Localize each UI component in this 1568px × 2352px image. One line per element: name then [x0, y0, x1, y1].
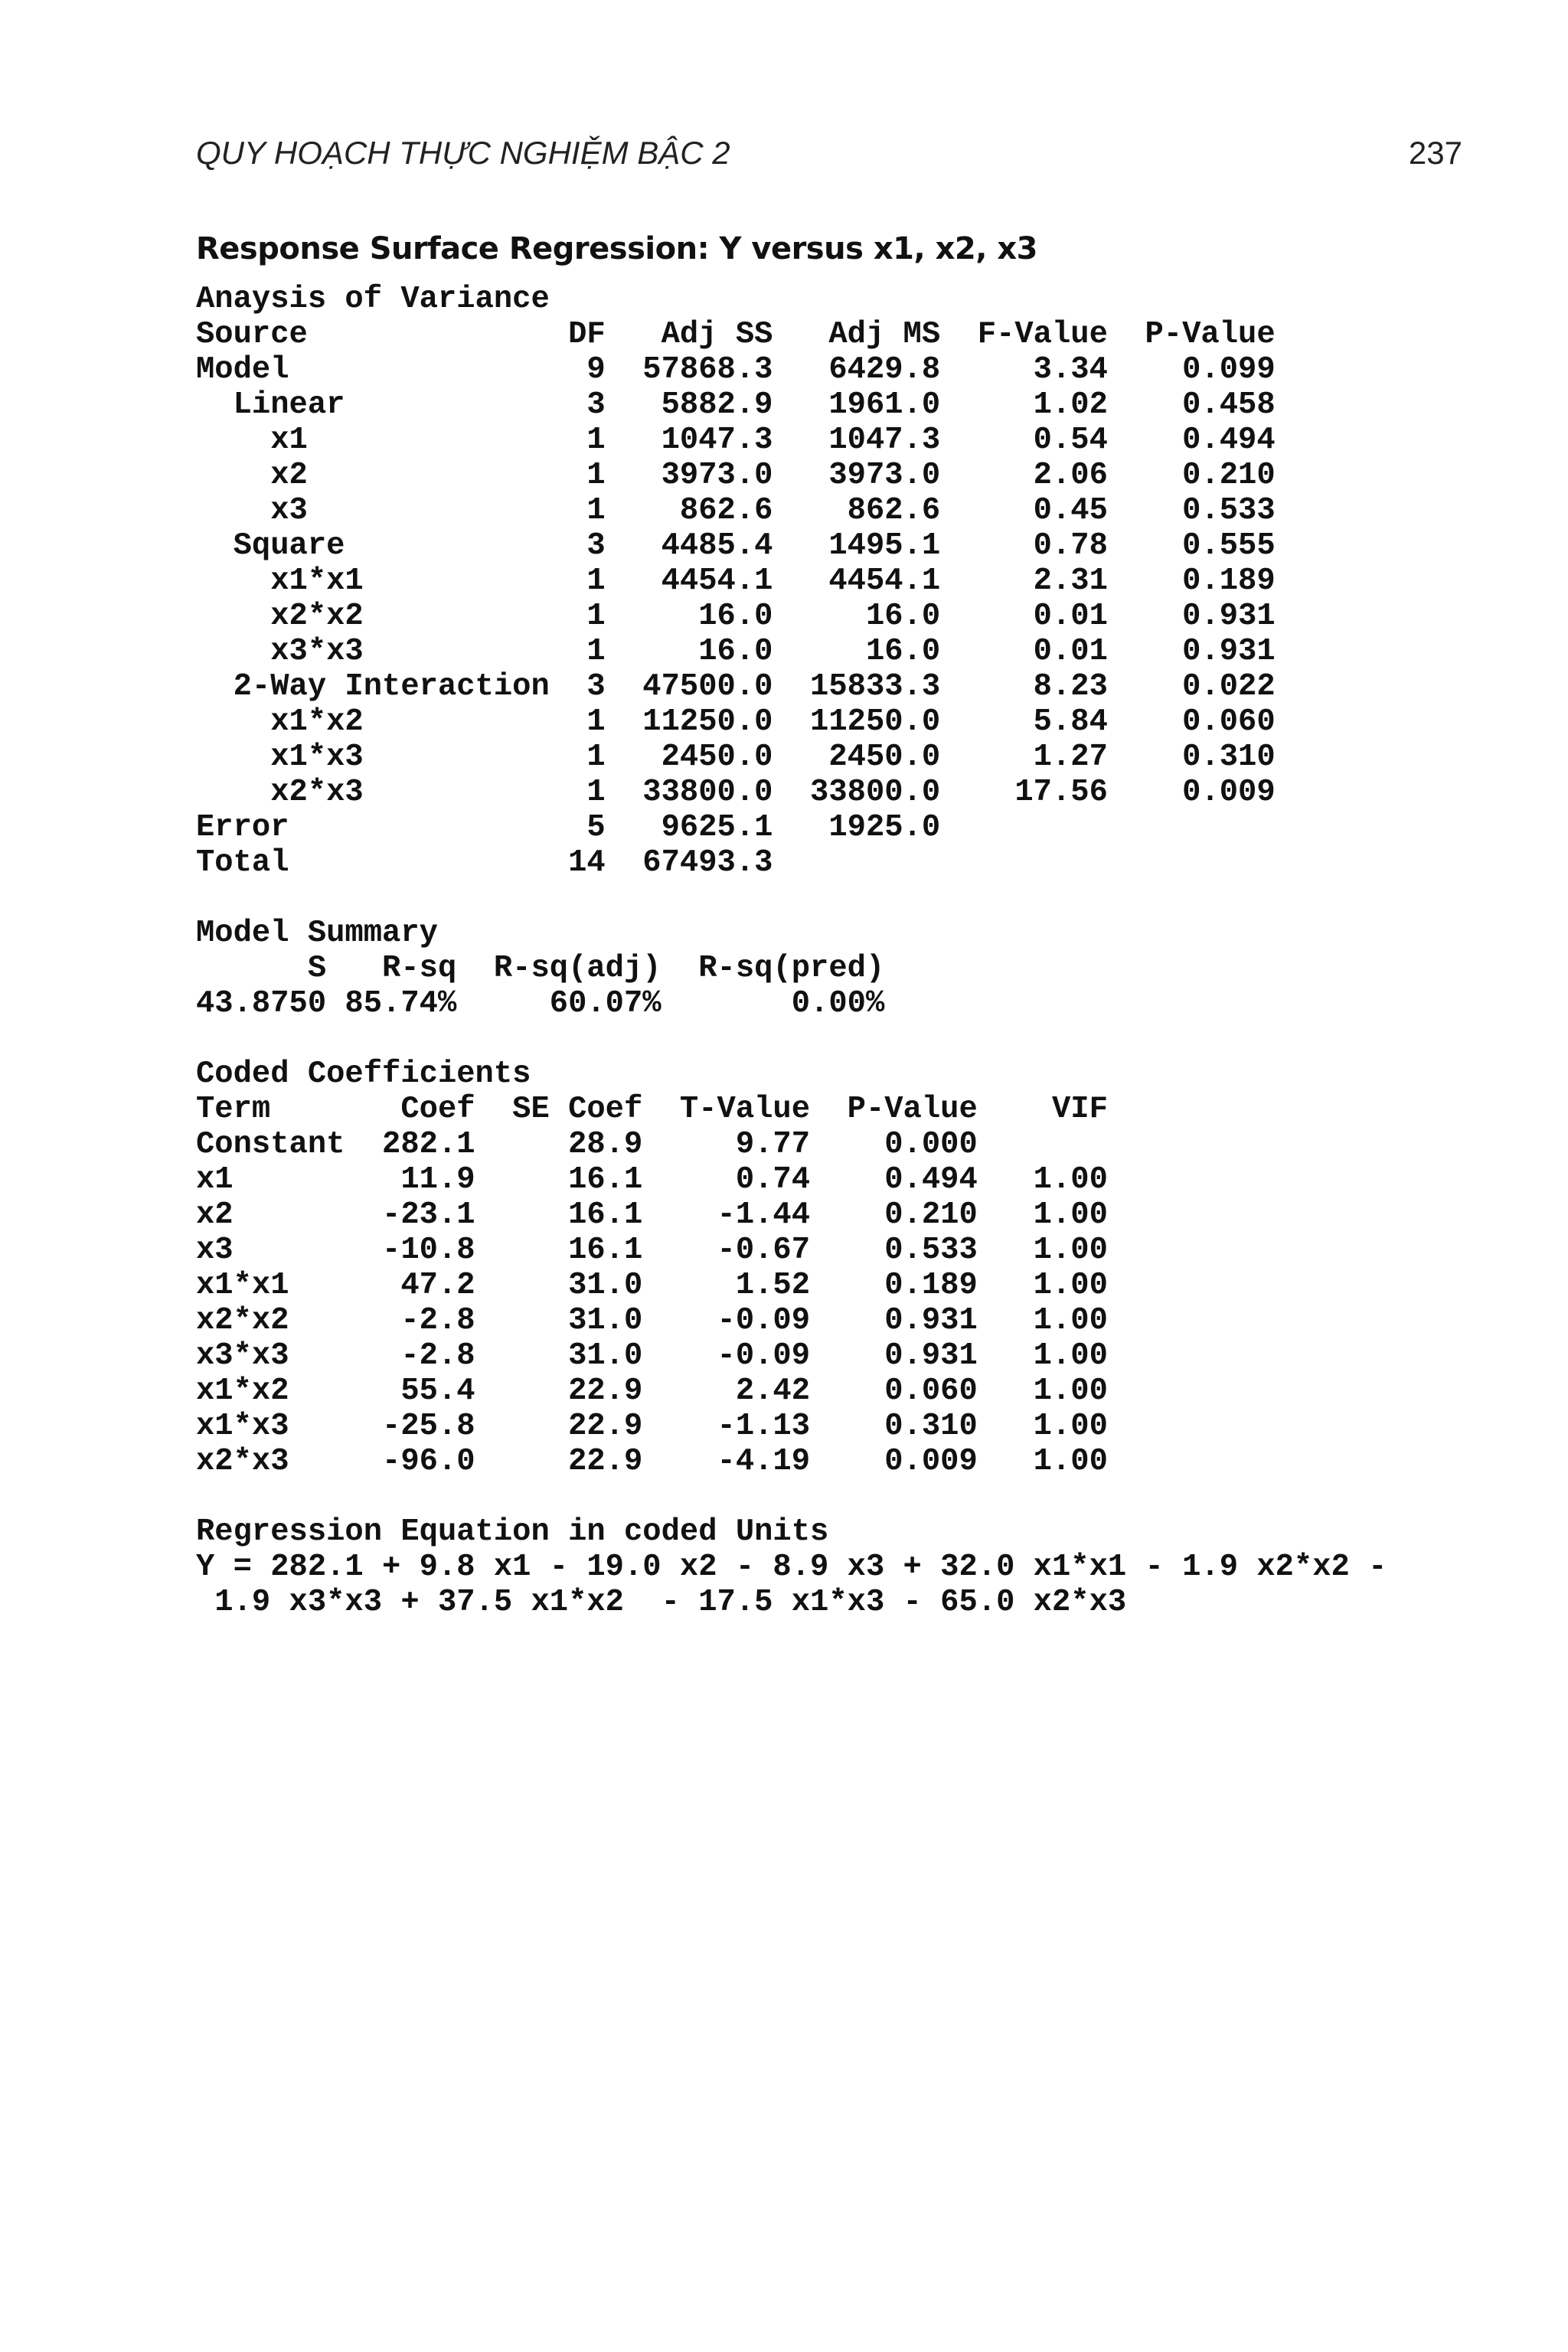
model-summary-title: Model Summary	[196, 916, 438, 951]
page-header	[196, 135, 1462, 181]
model-summary-values: 43.8750 85.74% 60.07% 0.00%	[196, 986, 885, 1021]
coefficients-header: Term Coef SE Coef T-Value P-Value VIF	[196, 1092, 1108, 1127]
minitab-output	[196, 282, 1387, 1620]
coefficients-row: x1*x3 -25.8 22.9 -1.13 0.310 1.00	[196, 1409, 1108, 1444]
coefficients-row: x3*x3 -2.8 31.0 -0.09 0.931 1.00	[196, 1338, 1108, 1374]
page-number: 237	[1408, 135, 1462, 171]
anova-row: x1*x1 1 4454.1 4454.1 2.31 0.189	[196, 564, 1276, 599]
coefficients-row: x1 11.9 16.1 0.74 0.494 1.00	[196, 1162, 1108, 1197]
anova-row: x2*x2 1 16.0 16.0 0.01 0.931	[196, 599, 1276, 634]
coefficients-row: x2*x2 -2.8 31.0 -0.09 0.931 1.00	[196, 1303, 1108, 1338]
anova-row: x1*x3 1 2450.0 2450.0 1.27 0.310	[196, 740, 1276, 775]
coefficients-row: x1*x2 55.4 22.9 2.42 0.060 1.00	[196, 1374, 1108, 1409]
anova-row: Square 3 4485.4 1495.1 0.78 0.555	[196, 528, 1276, 564]
coefficients-row: Constant 282.1 28.9 9.77 0.000	[196, 1127, 978, 1162]
anova-row: x1 1 1047.3 1047.3 0.54 0.494	[196, 423, 1276, 458]
model-summary-header: S R-sq R-sq(adj) R-sq(pred)	[196, 951, 885, 986]
running-title: QUY HOẠCH THỰC NGHIỆM BẬC 2	[196, 135, 730, 171]
coefficients-row: x2*x3 -96.0 22.9 -4.19 0.009 1.00	[196, 1444, 1108, 1479]
anova-row: Linear 3 5882.9 1961.0 1.02 0.458	[196, 387, 1276, 423]
coefficients-row: x2 -23.1 16.1 -1.44 0.210 1.00	[196, 1197, 1108, 1233]
spacer	[196, 1479, 1387, 1514]
anova-row: Error 5 9625.1 1925.0	[196, 810, 941, 845]
equation-line: 1.9 x3*x3 + 37.5 x1*x2 - 17.5 x1*x3 - 65.0 x2*x3	[196, 1585, 1127, 1620]
anova-row: x3 1 862.6 862.6 0.45 0.533	[196, 493, 1276, 528]
coefficients-title: Coded Coefficients	[196, 1057, 531, 1092]
anova-row: Total 14 67493.3	[196, 845, 773, 880]
anova-title: Anaysis of Variance	[196, 282, 550, 317]
spacer	[196, 1021, 1387, 1057]
equation-line: Y = 282.1 + 9.8 x1 - 19.0 x2 - 8.9 x3 + 32.0 x1*x1 - 1.9 x2*x2 -	[196, 1550, 1387, 1585]
spacer	[196, 880, 1387, 916]
anova-row: x2 1 3973.0 3973.0 2.06 0.210	[196, 458, 1276, 493]
anova-row: x1*x2 1 11250.0 11250.0 5.84 0.060	[196, 704, 1276, 740]
anova-row: Model 9 57868.3 6429.8 3.34 0.099	[196, 352, 1276, 387]
anova-row: x3*x3 1 16.0 16.0 0.01 0.931	[196, 634, 1276, 669]
anova-row: x2*x3 1 33800.0 33800.0 17.56 0.009	[196, 775, 1276, 810]
equation-title: Regression Equation in coded Units	[196, 1514, 829, 1550]
anova-header: Source DF Adj SS Adj MS F-Value P-Value	[196, 317, 1276, 352]
coefficients-row: x3 -10.8 16.1 -0.67 0.533 1.00	[196, 1233, 1108, 1268]
coefficients-row: x1*x1 47.2 31.0 1.52 0.189 1.00	[196, 1268, 1108, 1303]
section-title: Response Surface Regression: Y versus x1, x2, x3	[196, 231, 1037, 266]
anova-row: 2-Way Interaction 3 47500.0 15833.3 8.23 0.022	[196, 669, 1276, 704]
